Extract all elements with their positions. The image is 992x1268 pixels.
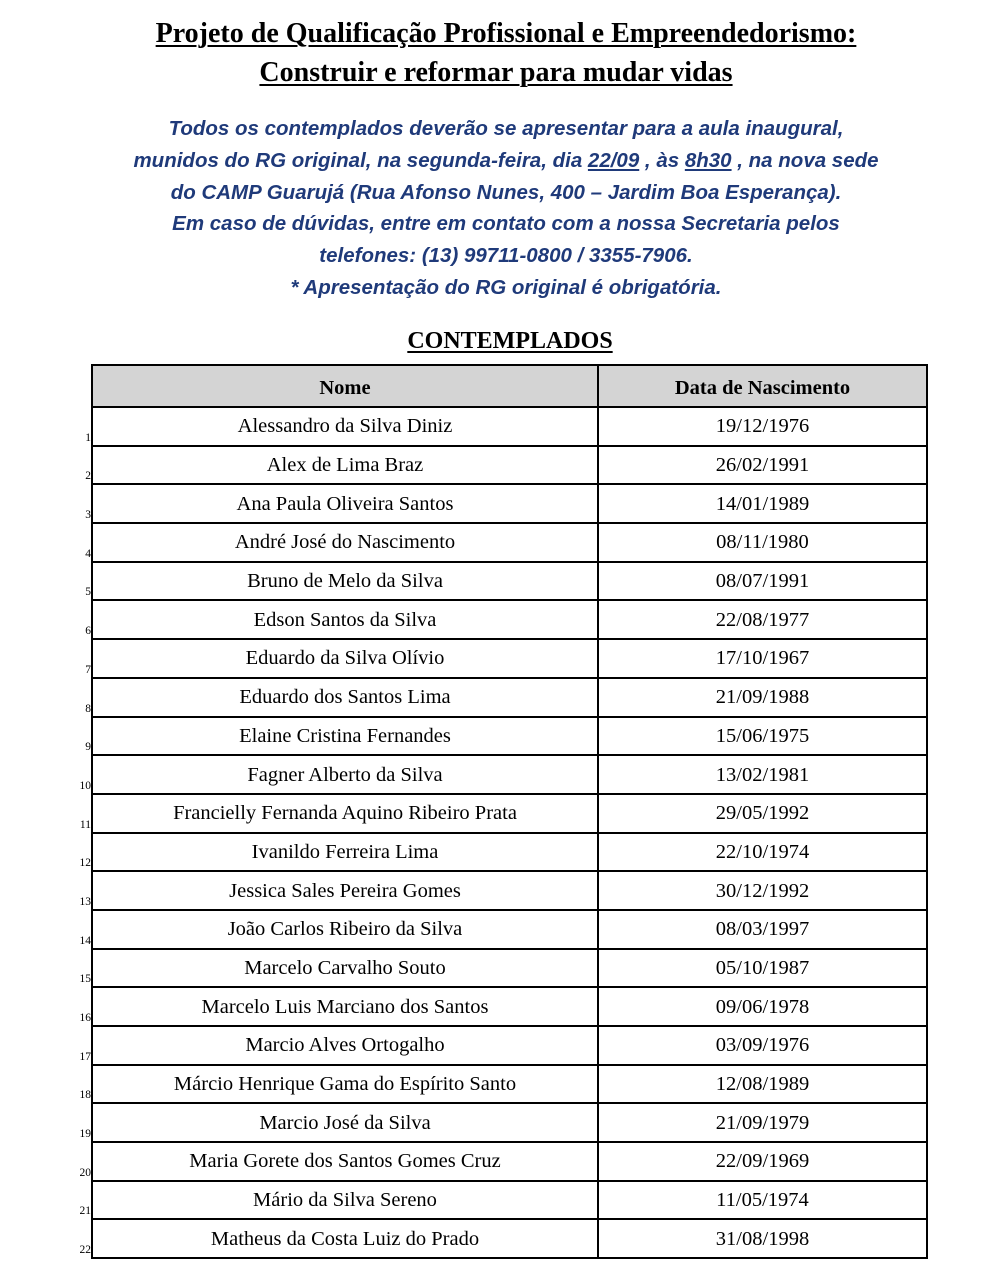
cell-data-nascimento: 21/09/1988: [598, 678, 927, 717]
row-number: 16: [79, 1012, 91, 1024]
notice-line-4: Em caso de dúvidas, entre em contato com a nossa Secretaria pelos: [172, 212, 840, 236]
cell-data-nascimento: 22/09/1969: [598, 1142, 927, 1181]
cell-data-nascimento: 30/12/1992: [598, 871, 927, 910]
row-number: 20: [79, 1166, 91, 1179]
row-number: 10: [79, 779, 91, 792]
notice-line-1: Todos os contemplados deverão se apresentar para a aula inaugural,: [168, 117, 844, 140]
row-number: 21: [79, 1205, 91, 1218]
cell-data-nascimento: 19/12/1976: [598, 407, 927, 446]
notice-time: 8h30: [684, 148, 732, 172]
table-row: [92, 1142, 927, 1181]
cell-nome: Bruno de Melo da Silva: [92, 562, 598, 601]
cell-nome: Márcio Henrique Gama do Espírito Santo: [92, 1065, 598, 1104]
notice-line-6: * Apresentação do RG original é obrigatória.: [290, 275, 722, 299]
row-number: 15: [79, 973, 91, 986]
cell-data-nascimento: 22/08/1977: [598, 600, 927, 639]
table-row: [92, 484, 927, 523]
row-number: 12: [79, 857, 91, 870]
row-number: 18: [79, 1089, 91, 1102]
notice-line-2: munidos do RG original, na segunda-feira, dia 22/09 , às 8h30 , na nova sede: [133, 148, 879, 172]
cell-nome: João Carlos Ribeiro da Silva: [92, 910, 598, 949]
table-row: [92, 678, 927, 717]
row-number: 14: [79, 934, 91, 947]
cell-nome: Jessica Sales Pereira Gomes: [92, 871, 598, 910]
row-number: 7: [85, 663, 91, 676]
cell-nome: André José do Nascimento: [92, 523, 598, 562]
table-row: [92, 833, 927, 872]
cell-nome: Elaine Cristina Fernandes: [92, 717, 598, 756]
table-row: [92, 407, 927, 446]
notice-date: 22/09: [587, 148, 640, 172]
cell-data-nascimento: 08/11/1980: [598, 523, 927, 562]
cell-nome: Francielly Fernanda Aquino Ribeiro Prata: [92, 794, 598, 833]
cell-nome: Marcio Alves Ortogalho: [92, 1026, 598, 1065]
cell-data-nascimento: 31/08/1998: [598, 1219, 927, 1258]
notice-text: [0, 113, 992, 304]
row-number: 13: [79, 895, 91, 908]
row-number: 19: [79, 1128, 91, 1141]
cell-nome: Edson Santos da Silva: [92, 600, 598, 639]
cell-data-nascimento: 08/07/1991: [598, 562, 927, 601]
title-line-2: Construir e reformar para mudar vidas: [259, 57, 733, 88]
cell-nome: Marcelo Carvalho Souto: [92, 949, 598, 988]
row-number: 4: [85, 547, 91, 560]
table-row: [92, 446, 927, 485]
cell-nome: Ivanildo Ferreira Lima: [92, 833, 598, 872]
cell-data-nascimento: 26/02/1991: [598, 446, 927, 485]
row-number: 5: [85, 586, 91, 599]
row-number: 1: [85, 431, 91, 444]
cell-nome: Eduardo dos Santos Lima: [92, 678, 598, 717]
row-number: 8: [85, 702, 91, 715]
notice-line-3: do CAMP Guarujá (Rua Afonso Nunes, 400 – Jardim Boa Esperança).: [170, 180, 842, 204]
cell-nome: Matheus da Costa Luiz do Prado: [92, 1219, 598, 1258]
cell-data-nascimento: 12/08/1989: [598, 1065, 927, 1104]
cell-nome: Eduardo da Silva Olívio: [92, 639, 598, 678]
section-title: CONTEMPLADOS: [407, 328, 613, 354]
row-number: 9: [85, 741, 91, 754]
header-nome: Nome: [92, 365, 598, 407]
table-row: [92, 1026, 927, 1065]
contemplados-table: [91, 364, 928, 1259]
table-row: [92, 987, 927, 1026]
table-row: [92, 639, 927, 678]
notice-line-5: telefones: (13) 99711-0800 / 3355-7906.: [319, 244, 693, 268]
row-number: 22: [79, 1244, 91, 1257]
header-data-nascimento: Data de Nascimento: [598, 365, 927, 407]
cell-nome: Fagner Alberto da Silva: [92, 755, 598, 794]
cell-data-nascimento: 15/06/1975: [598, 717, 927, 756]
row-number: 11: [79, 818, 91, 831]
title-line-1: Projeto de Qualificação Profissional e Empreendedorismo:: [155, 18, 857, 49]
row-number: 17: [79, 1050, 91, 1063]
table-header-row: [92, 365, 927, 407]
row-number: 3: [85, 509, 91, 522]
cell-data-nascimento: 21/09/1979: [598, 1103, 927, 1142]
table-row: [92, 871, 927, 910]
cell-data-nascimento: 13/02/1981: [598, 755, 927, 794]
table-row: [92, 600, 927, 639]
cell-nome: Marcio José da Silva: [92, 1103, 598, 1142]
cell-nome: Ana Paula Oliveira Santos: [92, 484, 598, 523]
row-number: 2: [85, 470, 91, 483]
cell-data-nascimento: 08/03/1997: [598, 910, 927, 949]
table-row: [92, 794, 927, 833]
cell-data-nascimento: 05/10/1987: [598, 949, 927, 988]
cell-data-nascimento: 29/05/1992: [598, 794, 927, 833]
table-row: [92, 949, 927, 988]
row-number: 6: [85, 625, 91, 638]
cell-nome: Alex de Lima Braz: [92, 446, 598, 485]
cell-nome: Maria Gorete dos Santos Gomes Cruz: [92, 1142, 598, 1181]
cell-nome: Alessandro da Silva Diniz: [92, 407, 598, 446]
table-row: [92, 755, 927, 794]
cell-data-nascimento: 09/06/1978: [598, 987, 927, 1026]
cell-nome: Marcelo Luis Marciano dos Santos: [92, 987, 598, 1026]
cell-data-nascimento: 22/10/1974: [598, 833, 927, 872]
cell-data-nascimento: 11/05/1974: [598, 1181, 927, 1220]
cell-data-nascimento: 14/01/1989: [598, 484, 927, 523]
cell-data-nascimento: 17/10/1967: [598, 639, 927, 678]
table-row: [92, 523, 927, 562]
cell-nome: Mário da Silva Sereno: [92, 1181, 598, 1220]
cell-data-nascimento: 03/09/1976: [598, 1026, 927, 1065]
table-row: [92, 1219, 927, 1258]
table-row: [92, 1103, 927, 1142]
table-row: [92, 717, 927, 756]
table-row: [92, 1181, 927, 1220]
table-row: [92, 910, 927, 949]
table-row: [92, 1065, 927, 1104]
table-row: [92, 562, 927, 601]
